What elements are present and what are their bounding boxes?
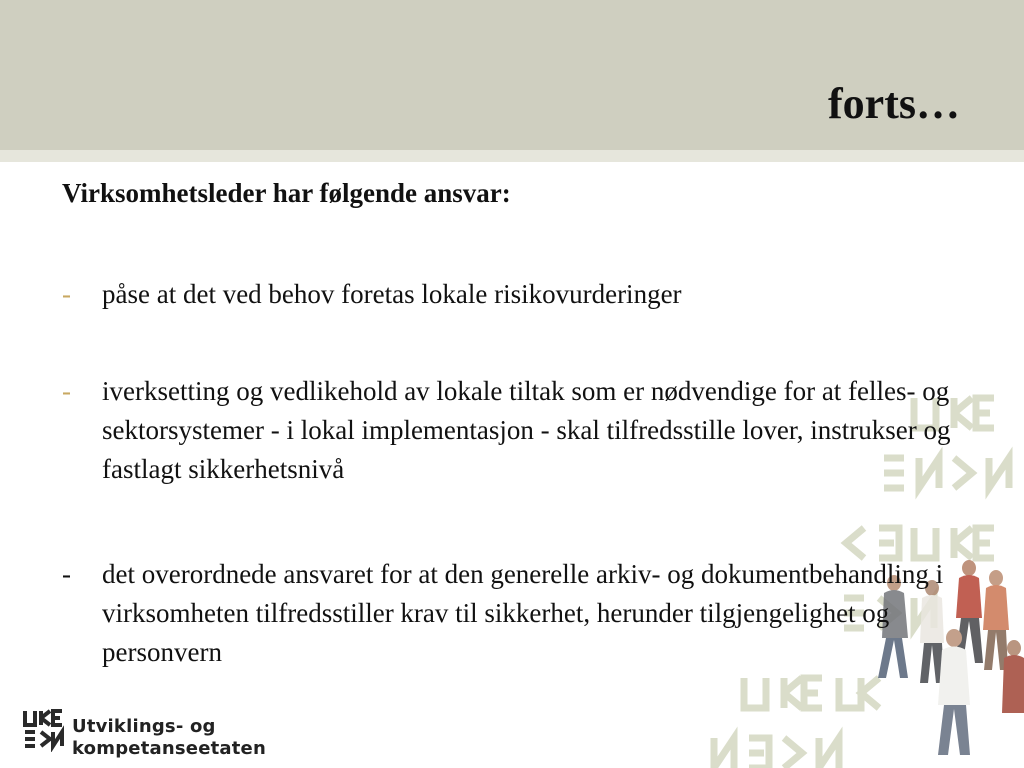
bullet-marker: - — [62, 376, 71, 406]
bullet-text: det overordnede ansvaret for at den generelle arkiv- og dokumentbehandling i virksomheten tilfredsstiller krav til sikkerhet, herunder tilgjengelighet og personvern — [102, 559, 944, 667]
logo-line-2: kompetanseetaten — [72, 738, 266, 759]
intro-heading: Virksomhetsleder har følgende ansvar: — [62, 178, 511, 208]
bullet-item — [62, 372, 962, 489]
bullet-marker: - — [62, 279, 71, 309]
uke-logo-icon — [22, 708, 64, 752]
bullet-item — [62, 275, 962, 314]
organization-logo — [22, 708, 266, 760]
header-strip — [0, 150, 1024, 162]
bullet-text: påse at det ved behov foretas lokale risikovurderinger — [102, 279, 682, 309]
bullet-marker: - — [62, 559, 71, 589]
logo-text — [72, 716, 266, 760]
slide-title: forts… — [828, 79, 960, 128]
bullet-text: iverksetting og vedlikehold av lokale tiltak som er nødvendige for at felles- og sektorsystemer - i lokal implementasjon - skal tilfredsstille lover, instrukser og fastlagt sikkerhetsnivå — [102, 376, 951, 484]
bullet-item — [62, 555, 962, 672]
logo-line-1: Utviklings- og — [72, 716, 216, 737]
